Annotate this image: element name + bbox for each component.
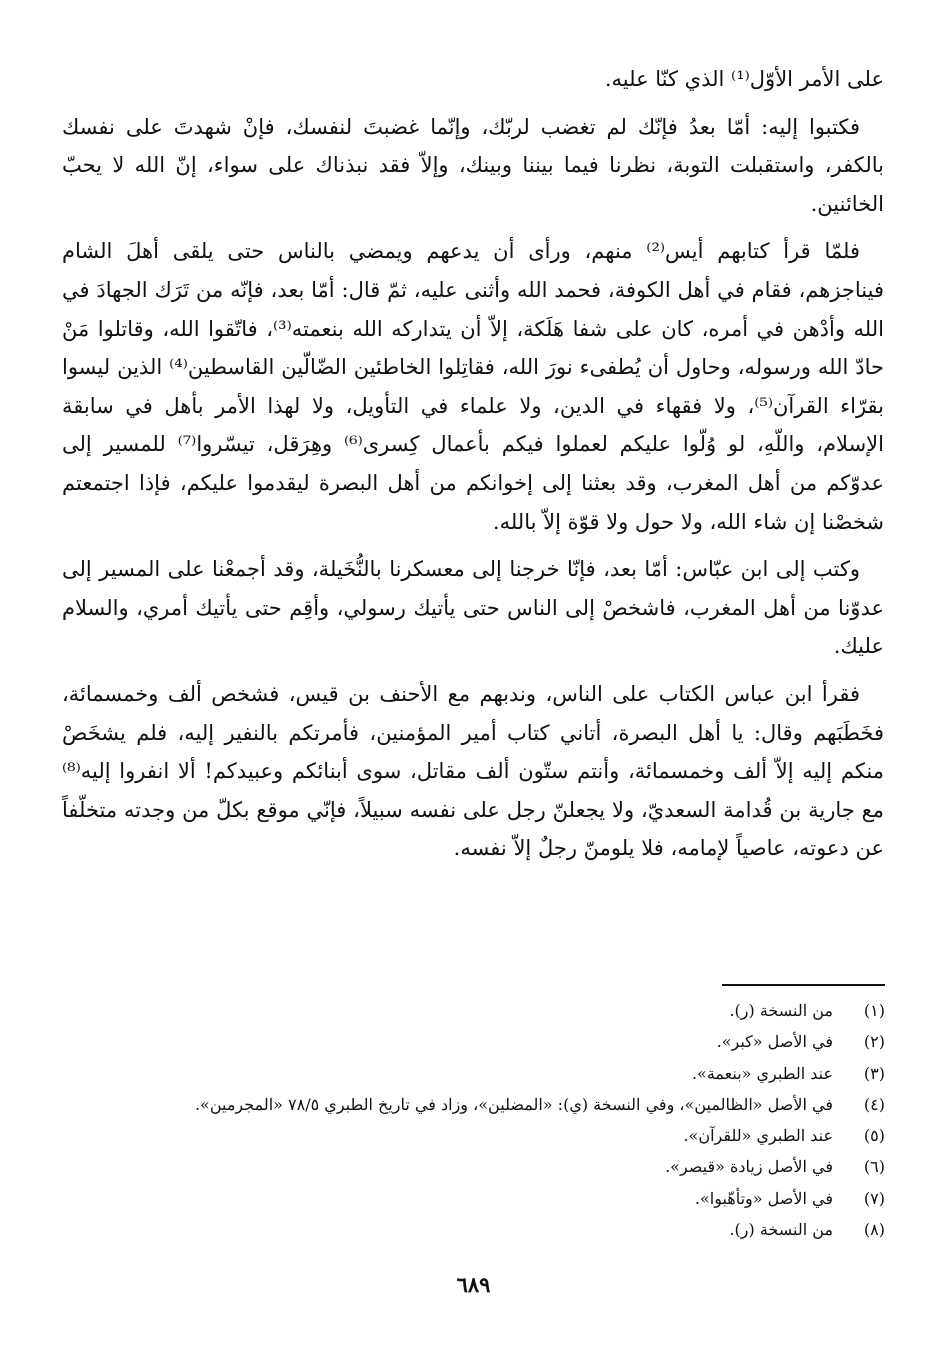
footnote-text: في الأصل زيادة «قيصر». (665, 1157, 833, 1177)
footnote-text: في الأصل «كبر». (716, 1032, 833, 1052)
footnote-number: (٤) (863, 1094, 885, 1114)
footnote-text: في الأصل «الظالمين»، وفي النسخة (ي): «المضلين»، وزاد في تاريخ الطبري ٧٨/٥ «المجرمين». (194, 1094, 833, 1114)
footnote-text: عند الطبري «للقرآن». (683, 1126, 833, 1146)
footnotes-list (80, 995, 885, 1245)
footnote-text: في الأصل «وتأهّبوا». (694, 1188, 833, 1208)
footnote-item (80, 1058, 885, 1089)
footnote-text: من النسخة (ر). (729, 1220, 833, 1240)
footnote-number: (٦) (863, 1157, 885, 1177)
footnote-number: (٧) (863, 1188, 885, 1208)
footnote-item (80, 1120, 885, 1151)
footnote-item (80, 1151, 885, 1182)
footnote-number: (٥) (863, 1126, 885, 1146)
footnote-number: (٢) (863, 1032, 885, 1052)
footnote-text: عند الطبري «بنعمة». (691, 1063, 833, 1083)
paragraph-5: فقرأ ابن عباس الكتاب على الناس، وندبهم مع الأحنف بن قيس، فشخص ألف وخمسمائة، فخَطَبَهم وقال: يا أهل البصرة، أتاني كتاب أمير المؤمنين، فأمرتكم بالنفير إليه، فلم يشخَصْ منكم إليه إلاّ ألف وخمسمائة، وأنتم ستّون ألف مقاتل، سوى أبنائكم وعبيدكم! ألا انفروا إليه⁽⁸⁾ مع جارية بن قُدامة السعديّ، ولا يجعلنّ رجل على نفسه سبيلاً، فإنّي موقع بكلّ من وجدته متخلّفاً عن دعوته، عاصياً لإمامه، فلا يلومنّ رجلٌ إلاّ نفسه. (62, 681, 884, 861)
footnote-item (80, 1214, 885, 1245)
footnote-number: (٣) (863, 1063, 885, 1083)
footnote-item (80, 995, 885, 1026)
footnote-number: (٨) (863, 1220, 885, 1240)
footnote-item (80, 1183, 885, 1214)
main-text (62, 60, 884, 877)
paragraph-2: فكتبوا إليه: أمّا بعدُ فإنّك لم تغضب لربّك، وإنّما غضبتَ لنفسك، فإنْ شهدتَ على نفسك بالكفر، واستقبلت التوبة، نظرنا فيما بيننا وبينك، وإلاّ فقد نبذناك على سواء، إنّ الله لا يحبّ الخائنين. (62, 114, 884, 216)
paragraph-3: فلمّا قرأ كتابهم أيس⁽²⁾ منهم، ورأى أن يدعهم ويمضي بالناس حتى يلقى أهلَ الشام فيناجزهم، فقام في أهل الكوفة، فحمد الله وأثنى عليه، ثمّ قال: أمّا بعد، فإنّه من تَرَك الجهادَ في الله وأدْهن في أمره، كان على شفا هَلَكة، إلاّ أن يتداركه الله بنعمته⁽³⁾، فاتّقوا الله، وقاتلوا مَنْ حادّ الله ورسوله، وحاول أن يُطفىء نورَ الله، فقاتِلوا الخاطئين الضّالّين القاسطين⁽⁴⁾ الذين ليسوا بقرّاء القرآن⁽⁵⁾، ولا فقهاء في الدين، ولا علماء في التأويل، ولا لهذا الأمر بأهل في سابقة الإسلام، واللّهِ، لو وُلّوا عليكم لعملوا فيكم بأعمال كِسرى⁽⁶⁾ وهِرَقل، تيسّروا⁽⁷⁾ للمسير إلى عدوّكم من أهل المغرب، وقد بعثنا إلى إخوانكم من أهل البصرة ليقدموا عليكم، فإذا اجتمعتم شخصْنا إن شاء الله، ولا حول ولا قوّة إلاّ بالله. (62, 239, 885, 534)
footnote-separator (722, 984, 885, 986)
footnote-item (80, 1089, 885, 1120)
paragraph-4: وكتب إلى ابن عبّاس: أمّا بعد، فإنّا خرجنا إلى معسكرنا بالنُّخَيلة، وقد أجمعْنا على المسير إلى عدوّنا من أهل المغرب، فاشخصْ إلى الناس حتى يأتيك رسولي، وأقِم حتى يأتيك أمري، والسلام عليك. (62, 557, 884, 659)
footnote-text: من النسخة (ر). (729, 1001, 833, 1020)
footnote-number: (١) (863, 1001, 885, 1020)
paragraph-1: على الأمر الأوّل⁽¹⁾ الذي كنّا عليه. (604, 67, 884, 91)
page-number: ٦٨٩ (456, 1272, 491, 1297)
footnote-item (80, 1026, 885, 1057)
